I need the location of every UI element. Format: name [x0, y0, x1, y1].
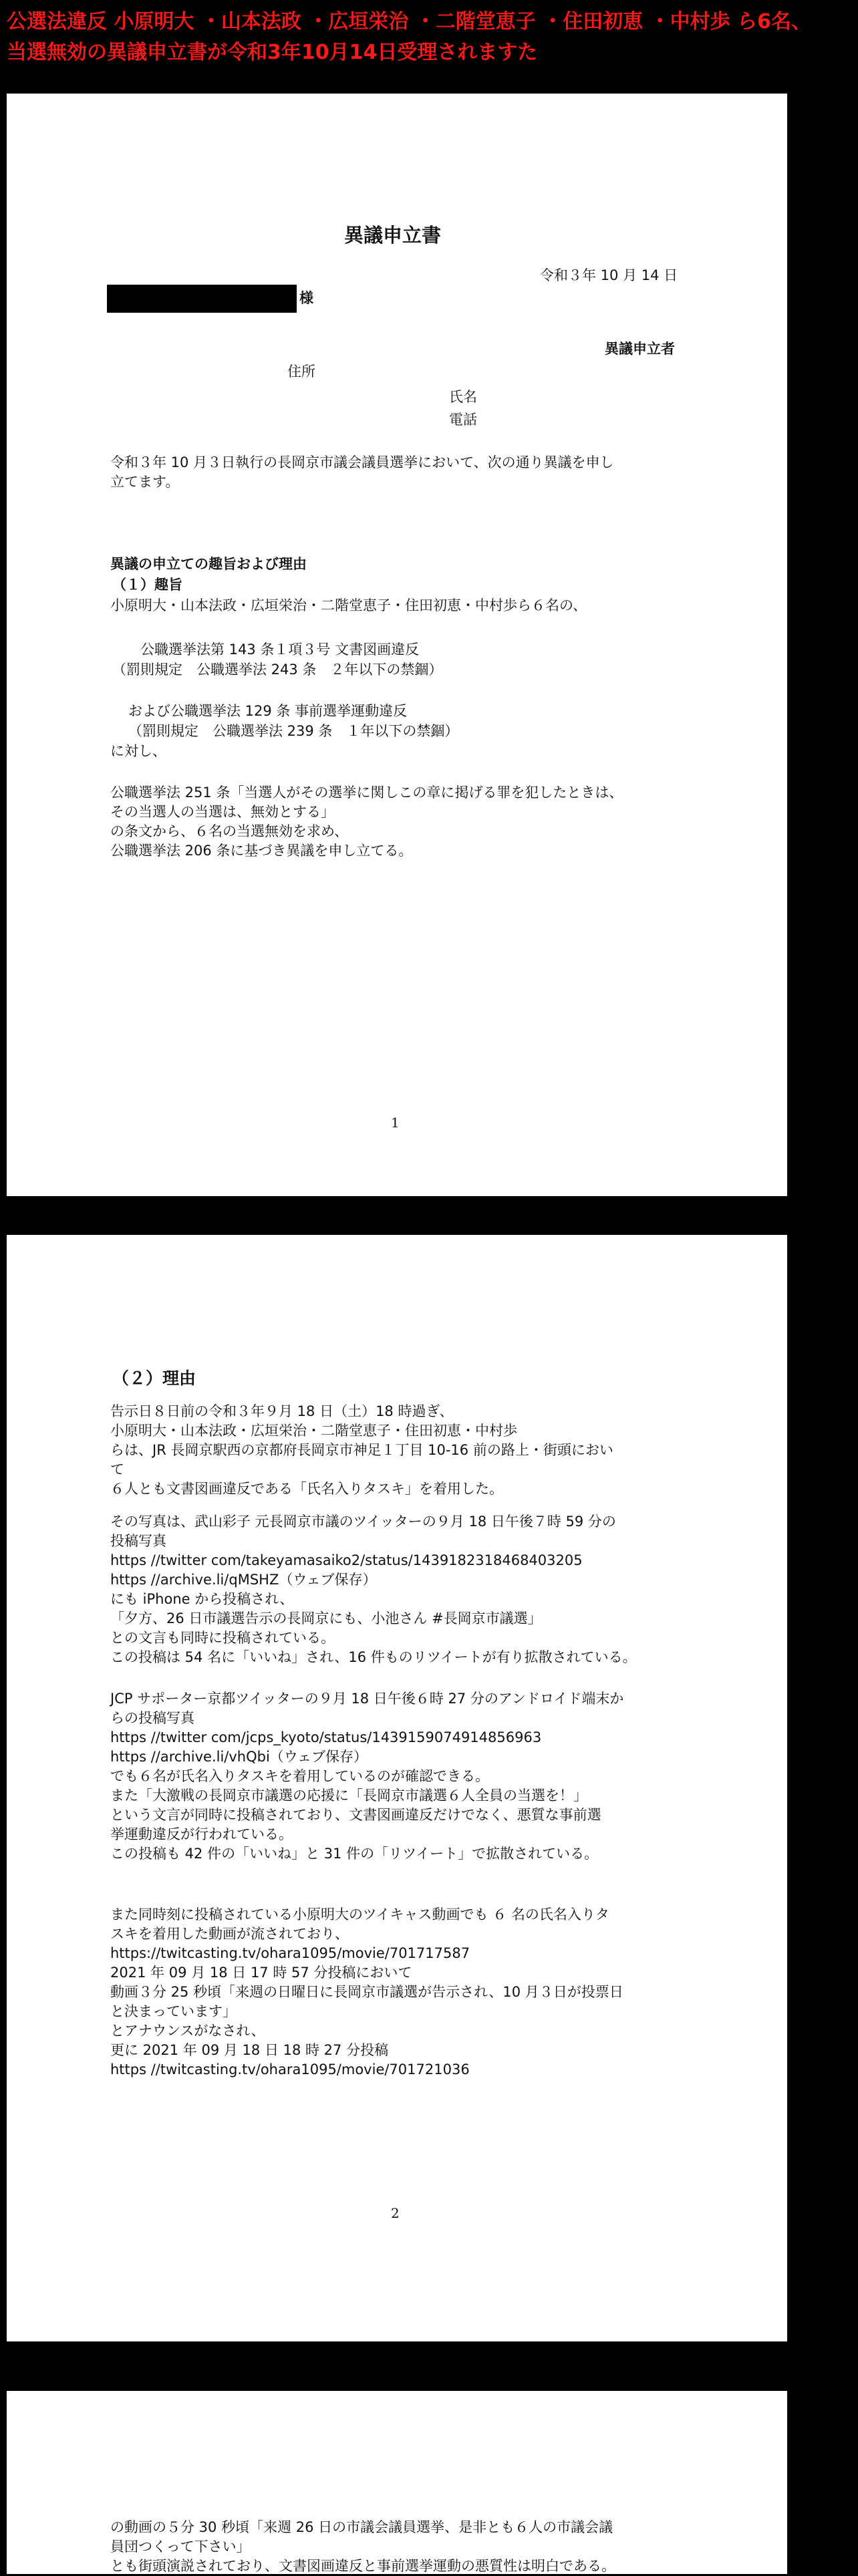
conclusion-line: の条文から、６名の当選無効を求め、 [110, 823, 349, 839]
against-text: に対し、 [110, 743, 166, 759]
name-label: 氏名 [449, 389, 477, 405]
text-line: 2021 年 09 月 18 日 17 時 57 分投稿において [110, 1965, 412, 1981]
headline-line-2: 当選無効の異議申立書が令和3年10月14日受理されますた [7, 41, 538, 64]
text-line: とも街頭演説されており、文書図画違反と事前選挙運動の悪質性は明白である。 [110, 2558, 615, 2574]
page-number: 1 [391, 1115, 400, 1131]
conclusion-paragraph [110, 783, 623, 861]
text-line: との文言も同時に投稿されている。 [110, 1630, 335, 1646]
text-line: その写真は、武山彩子 元長岡京市議のツイッターの９月 18 日午後７時 59 分の [110, 1514, 616, 1530]
reason-heading: （２）理由 [112, 1369, 196, 1388]
text-line: らの投稿写真 [110, 1710, 194, 1726]
url-text: https://twitcasting.tv/ohara1095/movie/701717587 [110, 1945, 470, 1961]
phone-label: 電話 [449, 412, 477, 428]
sub-heading-purpose: （１）趣旨 [112, 577, 182, 593]
text-line: スキを着用した動画が流されており、 [110, 1926, 349, 1942]
text-line: でも６名が氏名入りタスキを着用しているのが確認できる。 [110, 1768, 489, 1784]
text-line: らは、JR 長岡京駅西の京都府長岡京市神足１丁目 10-16 前の路上・街頭におい [110, 1442, 613, 1458]
document-page-1 [7, 94, 787, 1196]
violation-1: 公職選挙法第 143 条１項３号 文書図画違反 [140, 641, 420, 658]
violation-2: および公職選挙法 129 条 事前選挙運動違反 [128, 703, 408, 719]
reason-paragraph-4 [110, 1905, 623, 2080]
address-label: 住所 [287, 364, 315, 380]
text-line: 投稿写真 [110, 1533, 166, 1549]
text-line: 小原明大・山本法政・広垣栄治・二階堂恵子・住田初恵・中村歩 [110, 1423, 517, 1439]
text-line: 「夕方、26 日市議選告示の長岡京にも、小池さん #長岡京市議選」 [110, 1610, 542, 1626]
redacted-addressee [107, 285, 297, 313]
text-line: とアナウンスがなされ、 [110, 2023, 265, 2039]
text-line: 動画３分 25 秒頃「来週の日曜日に長岡京市議選が告示され、10 月３日が投票日 [110, 1984, 623, 2000]
text-line: また「大激戦の長岡京市議選の応援に「長岡京市議選６人全員の当選を！」 [110, 1787, 587, 1804]
conclusion-line: 公職選挙法 251 条「当選人がその選挙に関しこの章に掲げる罪を犯したときは、 [110, 784, 623, 801]
document-page-2 [7, 1235, 787, 2341]
reason-paragraph-2 [110, 1512, 637, 1667]
page-number: 2 [391, 2205, 400, 2221]
headline [7, 7, 849, 68]
url-text: https //twitter com/takeyamasaiko2/status/1439182318468403205 [110, 1552, 583, 1568]
document-title: 異議申立書 [344, 224, 442, 247]
text-line: の動画の５分 30 秒頃「来週 26 日の市議会議員選挙、是非とも６人の市議会議 [110, 2519, 613, 2535]
text-line: この投稿は 54 名に「いいね」され、16 件ものリツイートが有り拡散されている。 [110, 1649, 637, 1665]
text-line: 挙運動違反が行われている。 [110, 1826, 293, 1842]
candidate-names: 小原明大・山本法政・広垣栄治・二階堂恵子・住田初恵・中村歩ら６名の、 [110, 597, 587, 613]
text-line: 員団つくって下さい」 [110, 2539, 251, 2555]
text-line: また同時刻に投稿されている小原明大のツイキャス動画でも ６ 名の氏名入りタ [110, 1906, 609, 1922]
intro-line: 令和３年 10 月３日執行の長岡京市議会議員選挙において、次の通り異議を申し [110, 454, 614, 470]
text-line: にも iPhone から投稿され、 [110, 1591, 294, 1607]
addressee-suffix: 様 [299, 290, 313, 306]
headline-line-1: 公選法違反 小原明大 ・山本法政 ・広垣栄治 ・二階堂恵子 ・住田初恵 ・中村歩 ら6名、 [7, 10, 811, 33]
url-text: https //archive.li/vhQbi（ウェブ保存） [110, 1749, 368, 1765]
text-line: という文言が同時に投稿されており、文書図画違反だけでなく、悪質な事前選 [110, 1807, 601, 1823]
applicant-label: 異議申立者 [605, 341, 675, 357]
text-line: ６人とも文書図画違反である「氏名入りタスキ」を着用した。 [110, 1481, 503, 1497]
text-line: JCP サポーター京都ツイッターの９月 18 日午後６時 27 分のアンドロイド端末か [110, 1691, 624, 1707]
document-page-3 [7, 2391, 787, 2574]
text-line: この投稿も 42 件の「いいね」と 31 件の「リツイート」で拡散されている。 [110, 1846, 599, 1862]
text-line: 告示日８日前の令和３年９月 18 日（土）18 時過ぎ、 [110, 1403, 454, 1419]
penalty-1: （罰則規定 公職選挙法 243 条 ２年以下の禁錮） [112, 662, 443, 678]
text-line: と決まっています」 [110, 2003, 237, 2019]
url-text: https //twitter com/jcps_kyoto/status/1439159074914856963 [110, 1729, 542, 1745]
reason-paragraph-3 [110, 1689, 623, 1864]
section-heading: 異議の申立ての趣旨および理由 [110, 556, 307, 572]
filing-date: 令和３年 10 月 14 日 [540, 267, 678, 283]
conclusion-line: 公職選挙法 206 条に基づき異議を申し立てる。 [110, 843, 413, 859]
text-line: て [110, 1461, 124, 1477]
intro-line: 立てます。 [110, 474, 180, 490]
text-line: 更に 2021 年 09 月 18 日 18 時 27 分投稿 [110, 2042, 389, 2058]
page3-paragraph [110, 2518, 615, 2576]
url-text: https //twitcasting.tv/ohara1095/movie/701721036 [110, 2061, 470, 2078]
reason-paragraph-1 [110, 1402, 613, 1499]
conclusion-line: その当選人の当選は、無効とする」 [110, 804, 335, 820]
url-text: https //archive.li/qMSHZ（ウェブ保存） [110, 1572, 377, 1588]
penalty-2: （罰則規定 公職選挙法 239 条 １年以下の禁錮） [128, 723, 459, 739]
intro-paragraph [110, 453, 614, 492]
